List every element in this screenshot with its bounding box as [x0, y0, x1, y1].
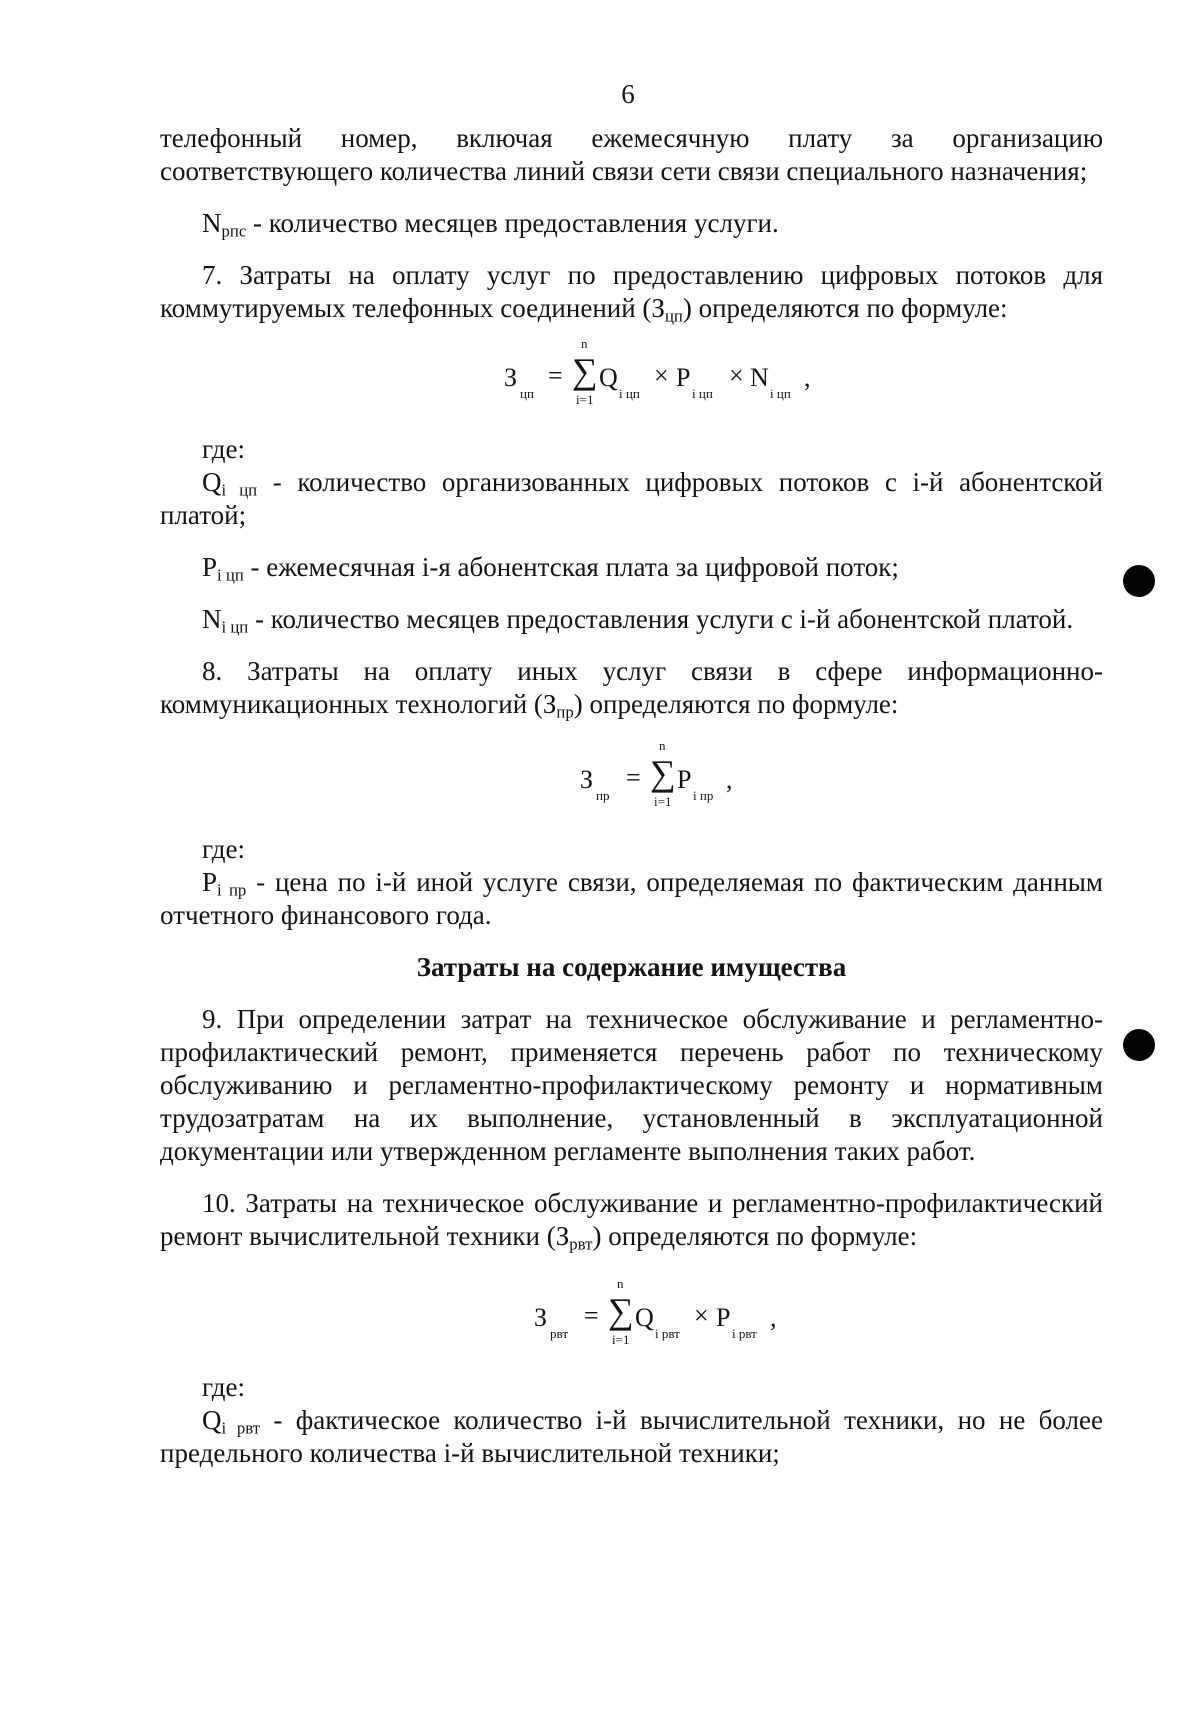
symbol-subscript: пр — [556, 702, 574, 722]
definition-n-rps — [160, 207, 1103, 240]
where-label: где: — [202, 1372, 245, 1402]
formula-equals: = — [548, 361, 563, 390]
definition-text: - количество месяцев предоставления услуги с i-й абонентской платой. — [248, 604, 1074, 634]
formula-comma: , — [726, 765, 733, 794]
formula-term: P — [676, 363, 691, 392]
symbol: P — [202, 867, 218, 897]
symbol-subscript: цп — [664, 306, 683, 326]
definition-text: - ежемесячная i-я абонентская плата за цифровой поток; — [243, 552, 899, 582]
paragraph-text: ) определяются по формуле: — [573, 689, 899, 719]
paragraph-9: 9. При определении затрат на техническое обслуживание и регламентно-профилактический ремонт, применяется перечень работ по техническому обслуживанию и регламентно-профилактическому ремонту и нормативным трудозатратам на их выполнение, установленный в эксплуатационной документации или утвержденном регламенте выполнения таких работ. — [160, 1004, 1103, 1166]
definition-q-cp — [160, 466, 1103, 532]
symbol-subscript: i цп — [221, 617, 249, 637]
symbol-subscript: i цп — [221, 480, 258, 500]
formula-term: P — [716, 1303, 731, 1332]
formula-term: Q — [599, 363, 618, 392]
paragraph-text: 8. Затраты на оплату иных услуг связи в сфере информационно-коммуникационных технологий (З — [160, 656, 1103, 719]
formula-equals: = — [584, 1301, 599, 1330]
formula-lhs-subscript: цп — [520, 386, 534, 401]
definition-text: - количество месяцев предоставления услуги. — [246, 208, 779, 238]
paragraph-continuation: телефонный номер, включая ежемесячную плату за организацию соответствующего количества линий связи сети связи специального назначения; — [160, 123, 1103, 186]
definition-text: - цена по i-й иной услуге связи, определяемая по фактическим данным отчетного финансового года. — [160, 867, 1103, 930]
symbol: N — [202, 208, 222, 238]
definition-text: - количество организованных цифровых потоков с i-й абонентской платой; — [160, 467, 1104, 530]
formula-lhs-subscript: рвт — [550, 1326, 568, 1341]
formula-lower-limit: i=1 — [654, 794, 672, 809]
formula-term-subscript: i рвт — [732, 1326, 757, 1341]
formula-2 — [160, 721, 1103, 833]
where-label: где: — [202, 834, 245, 864]
symbol: N — [202, 604, 222, 634]
sum-symbol: ∑ — [572, 351, 598, 391]
formula-lower-limit: i=1 — [612, 1332, 630, 1347]
definition-p-pr — [160, 866, 1103, 932]
formula-comma: , — [770, 1303, 777, 1332]
symbol: Q — [202, 467, 222, 497]
symbol-subscript: i рвт — [221, 1418, 261, 1438]
paragraph-text: 7. Затраты на оплату услуг по предоставлению цифровых потоков для коммутируемых телефонных соединений (З — [160, 260, 1103, 323]
formula-term-subscript: i цп — [619, 386, 640, 401]
document-body — [160, 122, 1103, 1470]
formula-term-subscript: i цп — [770, 386, 791, 401]
formula-comma: , — [804, 363, 811, 392]
paragraph-7 — [160, 259, 1103, 325]
definition-p-cp — [160, 551, 1103, 584]
page-number: 6 — [621, 79, 635, 109]
symbol-subscript: рвт — [569, 1234, 593, 1254]
formula-term: N — [750, 363, 769, 392]
formula-term-subscript: i рвт — [655, 1326, 680, 1341]
definition-n-cp — [160, 603, 1103, 636]
paragraph-10 — [160, 1187, 1103, 1253]
formula-term-subscript: i пр — [693, 788, 714, 803]
formula-lhs-subscript: пр — [596, 788, 610, 803]
paragraph-text: 10. Затраты на техническое обслуживание и регламентно-профилактический ремонт вычислительной техники (З — [160, 1188, 1103, 1251]
formula-lhs: З — [534, 1303, 548, 1332]
formula-term: P — [677, 765, 692, 794]
definition-text: - фактическое количество i-й вычислительной техники, но не более предельного количества i-й вычислительной техники; — [160, 1405, 1103, 1468]
formula-3 — [160, 1253, 1103, 1371]
punch-hole — [1123, 565, 1155, 597]
formula-times: × — [654, 361, 669, 390]
formula-lhs: З — [580, 765, 594, 794]
sum-symbol: ∑ — [608, 1291, 634, 1331]
symbol-subscript: i цп — [217, 565, 244, 585]
formula-times: × — [694, 1301, 709, 1330]
sum-symbol: ∑ — [650, 753, 676, 793]
symbol-subscript: i пр — [217, 880, 247, 900]
formula-upper-limit: n — [659, 738, 666, 753]
paragraph-text: ) определяются по формуле: — [592, 1221, 918, 1251]
symbol: Q — [202, 1405, 222, 1435]
formula-lhs: З — [504, 363, 518, 392]
formula-lower-limit: i=1 — [576, 392, 594, 407]
formula-1 — [160, 325, 1103, 433]
formula-upper-limit: n — [581, 336, 588, 351]
formula-term-subscript: i цп — [692, 386, 713, 401]
paragraph-text: ) определяются по формуле: — [682, 293, 1008, 323]
symbol-subscript: рпс — [221, 221, 247, 241]
definition-q-rvt — [160, 1404, 1103, 1470]
paragraph-8 — [160, 655, 1103, 721]
punch-hole — [1123, 1029, 1155, 1061]
formula-times: × — [729, 361, 744, 390]
formula-equals: = — [626, 763, 641, 792]
symbol: P — [202, 552, 218, 582]
formula-term: Q — [635, 1303, 654, 1332]
section-heading: Затраты на содержание имущества — [416, 952, 847, 982]
formula-upper-limit: n — [617, 1276, 624, 1291]
where-label: где: — [202, 434, 245, 464]
